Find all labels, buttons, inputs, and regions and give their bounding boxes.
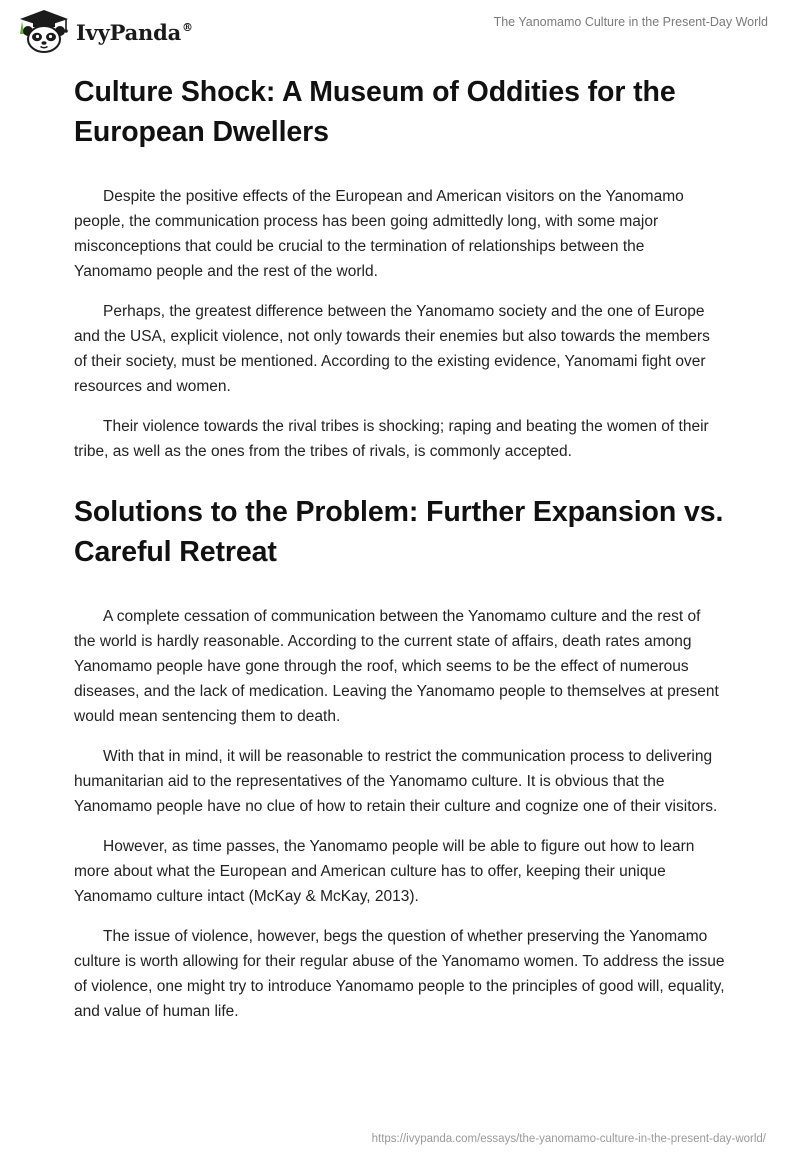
paragraph: With that in mind, it will be reasonable to restrict the communication process to delivering humanitarian aid to the representatives of the Yanomamo culture. It is obvious that the Yanomamo people have no clue of how to retain their culture and cognize one of their visitors. bbox=[74, 748, 718, 815]
paragraph: Perhaps, the greatest difference between the Yanomamo society and the one of Europe and the USA, explicit violence, not only towards their enemies but also towards the members of their society, must be mentioned. According to the existing evidence, Yanomami fight over resources and women. bbox=[74, 303, 710, 395]
paragraph: A complete cessation of communication between the Yanomamo culture and the rest of the world is hardly reasonable. According to the current state of affairs, death rates among Yanomamo people have gone through the roof, which seems to be the effect of numerous diseases, and the lack of medication. Leaving the Yanomamo people to themselves at present would mean sentencing them to death. bbox=[74, 608, 719, 725]
paragraph: Despite the positive effects of the European and American visitors on the Yanomamo people, the communication process has been going admittedly long, with some major misconceptions that could be crucial to the termination of relationships between the Yanomamo people and the rest of the world. bbox=[74, 188, 684, 280]
page-header bbox=[0, 0, 800, 60]
document-title: The Yanomamo Culture in the Present-Day World bbox=[493, 15, 768, 29]
section-heading: Solutions to the Problem: Further Expansion vs. Careful Retreat bbox=[74, 496, 724, 568]
section-heading: Culture Shock: A Museum of Oddities for the European Dwellers bbox=[74, 76, 676, 148]
brand-logo[interactable] bbox=[16, 8, 193, 54]
source-url-link[interactable]: https://ivypanda.com/essays/the-yanomamo-culture-in-the-present-day-world/ bbox=[371, 1133, 766, 1145]
paragraph: Their violence towards the rival tribes is shocking; raping and beating the women of their tribe, as well as the ones from the tribes of rivals, is commonly accepted. bbox=[74, 418, 709, 460]
essay-content bbox=[74, 72, 726, 1024]
paragraph: However, as time passes, the Yanomamo people will be able to figure out how to learn more about what the European and American culture has to offer, keeping their unique Yanomamo culture intact (McKay & McKay, 2013). bbox=[74, 838, 695, 905]
paragraph: The issue of violence, however, begs the question of whether preserving the Yanomamo culture is worth allowing for their regular abuse of the Yanomamo women. To address the issue of violence, one might try to introduce Yanomamo people to the principles of good will, equality, and value of human life. bbox=[74, 928, 725, 1020]
brand-name: IvyPanda® bbox=[76, 19, 193, 45]
panda-graduate-icon bbox=[16, 8, 72, 54]
